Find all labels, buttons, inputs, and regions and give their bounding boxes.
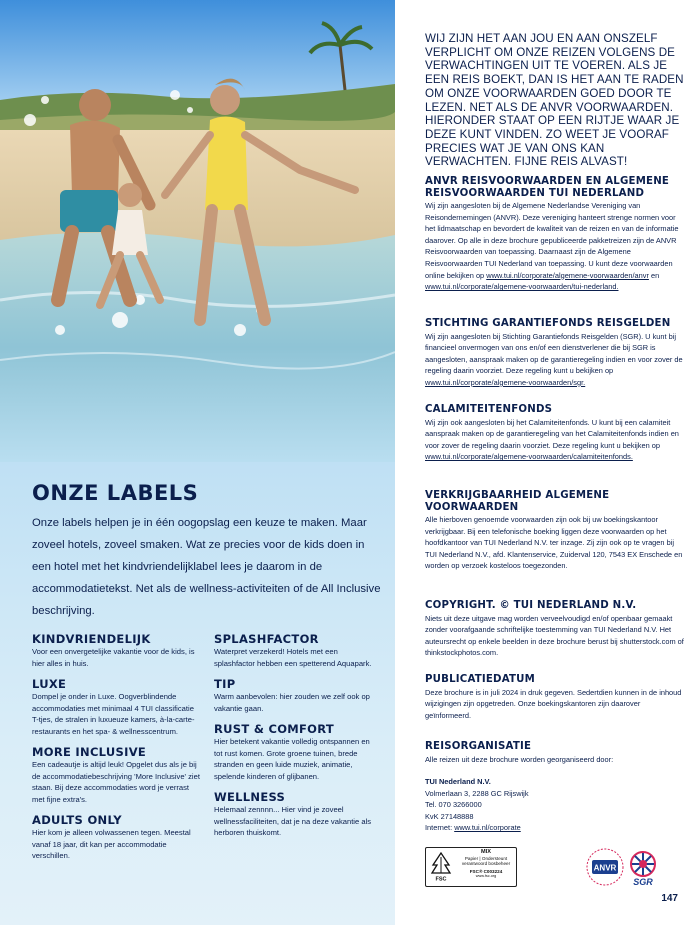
section-title: CALAMITEITENFONDS (425, 404, 553, 415)
anvr-link[interactable]: www.tui.nl/corporate/algemene-voorwaarden/anvr (486, 270, 649, 280)
section-title: VERKRIJGBAARHEID ALGEMENE VOORWAARDEN (425, 490, 610, 513)
corporate-link[interactable]: www.tui.nl/corporate (454, 823, 521, 833)
label-title: WELLNESS (214, 790, 286, 804)
section-body: Wij zijn aangesloten bij de Algemene Nederlandse Vereniging van Reisondernemingen (ANVR). Deze vereniging hanteert strenge normen voor het lidmaatschap en bevordert de kwaliteit van de reizen en van de informatie daarover. Op alle in deze brochure gepubliceerde pakketreizen zijn de ANVR Reisvoorwaarden van toepassing. Daarnaast zijn de Algemene Reisvoorwaarden TUI Nederland van toepassing. U kunt deze voorwaarden online bekijken op (425, 201, 679, 280)
internet-label: Internet: (425, 823, 453, 833)
reisorganisatie-intro: Alle reizen uit deze brochure worden georganiseerd door: (425, 754, 614, 764)
section-text (425, 200, 687, 293)
section-calamiteitenfonds (425, 404, 687, 463)
label-text: Dompel je onder in Luxe. Oogverblindende accommodaties met minimaal 4 TUI classificatie T-tjes, de stralen in luxueuze kamers, à-la-carte-restaurants en het spa- & wellnesscentrum. (32, 692, 195, 736)
label-text: Hier betekent vakantie volledig ontspannen en tot rust komen. Grote groene tuinen, brede stranden en geen luide muziek, animatie, spelende kinderen of glijbanen. (214, 737, 370, 781)
section-sgr (425, 318, 687, 388)
company-internet (425, 822, 687, 834)
label-title: SPLASHFACTOR (214, 632, 319, 646)
sgr-link[interactable]: www.tui.nl/corporate/algemene-voorwaarden/sgr. (425, 377, 586, 387)
label-splashfactor (214, 632, 374, 669)
company-phone: Tel. 070 3266000 (425, 800, 482, 810)
fsc-logo (425, 847, 517, 887)
section-reisorganisatie (425, 741, 687, 834)
fsc-text (456, 850, 516, 880)
beach-family-photo (0, 0, 395, 462)
sgr-logo (623, 849, 663, 887)
label-text: Voor een onvergetelijke vakantie voor de kids, is hier alles in huis. (32, 647, 195, 668)
label-luxe (32, 677, 202, 737)
label-wellness (214, 790, 374, 839)
label-title: RUST & COMFORT (214, 722, 335, 736)
company-name: TUI Nederland N.V. (425, 777, 491, 787)
fsc-line2: verantwoord bosbeheer (461, 861, 511, 867)
company-kvk: KvK 27148888 (425, 811, 474, 821)
label-title: TIP (214, 677, 236, 691)
fsc-code: FSC® C003224 (469, 868, 503, 874)
label-title: MORE INCLUSIVE (32, 745, 147, 759)
label-adults-only (32, 813, 202, 862)
label-text: Waterpret verzekerd! Hotels met een splashfactor hebben een spetterend Aquapark. (214, 647, 372, 668)
label-title: KINDVRIENDELIJK (32, 632, 151, 646)
label-kindvriendelijk (32, 632, 202, 669)
label-tip (214, 677, 374, 714)
fsc-tree-icon (429, 851, 453, 883)
section-text: Deze brochure is in juli 2024 in druk gegeven. Sedertdien kunnen in de inhoud wijzigingen zijn opgetreden. Onze boekingskantoren zijn daarover geïnformeerd. (425, 687, 682, 720)
beach-family-illustration (0, 0, 395, 462)
intro-text: WIJ ZIJN HET AAN JOU EN AAN ONSZELF VERPLICHT OM ONZE REIZEN VOLGENS DE VERWACHTINGEN UIT TE VOEREN. ALS JE EEN REIS BOEKT, DAN IS HET AAN TE RADEN OM ONZE VOORWAARDEN GOED DOOR TE LEZEN. NET ALS DE ANVR VOORWAARDEN. HIERONDER STAAT OP EEN RIJTJE WAAR JE DEZE KUNT VINDEN. ZO WEET JE VOORAF PRECIES WAT JE VAN ONS KAN VERWACHTEN. FIJNE REIS ALVAST! (425, 32, 684, 169)
conjunction: en (650, 270, 660, 280)
sgr-label: SGR (633, 877, 653, 887)
section-text: Niets uit deze uitgave mag worden verveelvoudigd en/of openbaar gemaakt zonder voorafgaande schriftelijke toestemming van TUI Nederland N.V. Het auteursrecht op enkele beelden in deze brochure berust bij shutterstock.com of thinkstockphotos.com. (425, 613, 684, 658)
section-text (425, 417, 687, 463)
page-number: 147 (661, 893, 678, 904)
section-title: COPYRIGHT. © TUI NEDERLAND N.V. (425, 600, 637, 611)
label-title: LUXE (32, 677, 67, 691)
section-title: ANVR REISVOORWAARDEN EN ALGEMENE REISVOORWAARDEN TUI NEDERLAND (425, 176, 670, 199)
label-text: Helemaal zennnn... Hier vind je zoveel wellnessfaciliteiten, dat je na deze vakantie als herboren thuiskomt. (214, 805, 372, 837)
section-text (425, 754, 687, 835)
fsc-line1: Papier | Ondersteunt (464, 855, 508, 861)
anvr-logo (585, 847, 625, 887)
section-text (425, 331, 687, 389)
label-text: Warm aanbevolen: hier zouden we zelf ook op vakantie gaan. (214, 692, 370, 713)
section-body: Wij zijn ook aangesloten bij het Calamiteitenfonds. U kunt bij een calamiteit aanspraak maken op de garantieregeling van het Calamiteitenfonds indien en voor zover de regeling daarin voorziet. Deze regeling kunt u bekijken op (425, 417, 679, 450)
label-text: Een cadeautje is altijd leuk! Opgelet dus als je bij de accommodatiebeschrijving 'More Inclusive' ziet staan. Bij deze accommodaties word je verrast met fijne extra's. (32, 760, 200, 804)
labels-title: ONZE LABELS (32, 481, 199, 505)
section-title: STICHTING GARANTIEFONDS REISGELDEN (425, 318, 671, 329)
section-body: Wij zijn aangesloten bij Stichting Garantiefonds Reisgelden (SGR). U kunt bij financieel onvermogen van ons en/of een dienstverlener die bij SGR is aangesloten, aanspraak maken op de garantieregeling indien en voor zover de regeling daarin voorziet. Deze regeling kunt u bekijken op (425, 331, 683, 376)
fsc-mix: MIX (481, 849, 491, 855)
fsc-site: www.fsc.org (475, 874, 497, 879)
labels-column-1 (32, 632, 202, 870)
tui-nederland-link[interactable]: www.tui.nl/corporate/algemene-voorwaarden/tui-nederland. (425, 282, 619, 292)
label-more-inclusive (32, 745, 202, 805)
section-verkrijgbaarheid (425, 490, 687, 572)
section-copyright (425, 600, 687, 659)
certification-logos (425, 847, 685, 889)
section-publicatiedatum (425, 674, 687, 721)
company-address: Volmerlaan 3, 2288 GC Rijswijk (425, 788, 529, 798)
section-text: Alle hierboven genoemde voorwaarden zijn ook bij uw boekingskantoor verkrijgbaar. Bij een telefonische boeking liggen deze voorwaarden op het hoofdkantoor van TUI Nederland N.V. ter inzage. Zij zijn ook op te vragen bij TUI Nederland N.V., afd. Klantenservice, Zuiderval 120, 7543 EX Enschede en worden op verzoek kosteloos toegezonden. (425, 515, 683, 571)
labels-column-2 (214, 632, 374, 847)
label-title: ADULTS ONLY (32, 813, 122, 827)
calamiteitenfonds-link[interactable]: www.tui.nl/corporate/algemene-voorwaarden/calamiteitenfonds. (425, 452, 633, 462)
anvr-label: ANVR (593, 863, 617, 873)
right-column (395, 0, 700, 925)
section-anvr (425, 176, 687, 293)
labels-intro: Onze labels helpen je in één oogopslag een keuze te maken. Maar zoveel hotels, zoveel smaken. Wat ze precies voor de kids doen in een hotel met het kindvriendelijklabel lees je daarom in de accommodatietekst. Net als de wellness-activiteiten of de All Inclusive beschrijving. (32, 517, 381, 617)
label-text: Hier kom je alleen volwassenen tegen. Meestal vanaf 18 jaar, dit kan per accommodatie verschillen. (32, 828, 191, 860)
label-rust-comfort (214, 722, 374, 782)
section-title: REISORGANISATIE (425, 741, 532, 752)
fsc-mark-label: FSC (435, 876, 447, 883)
section-title: PUBLICATIEDATUM (425, 674, 535, 685)
